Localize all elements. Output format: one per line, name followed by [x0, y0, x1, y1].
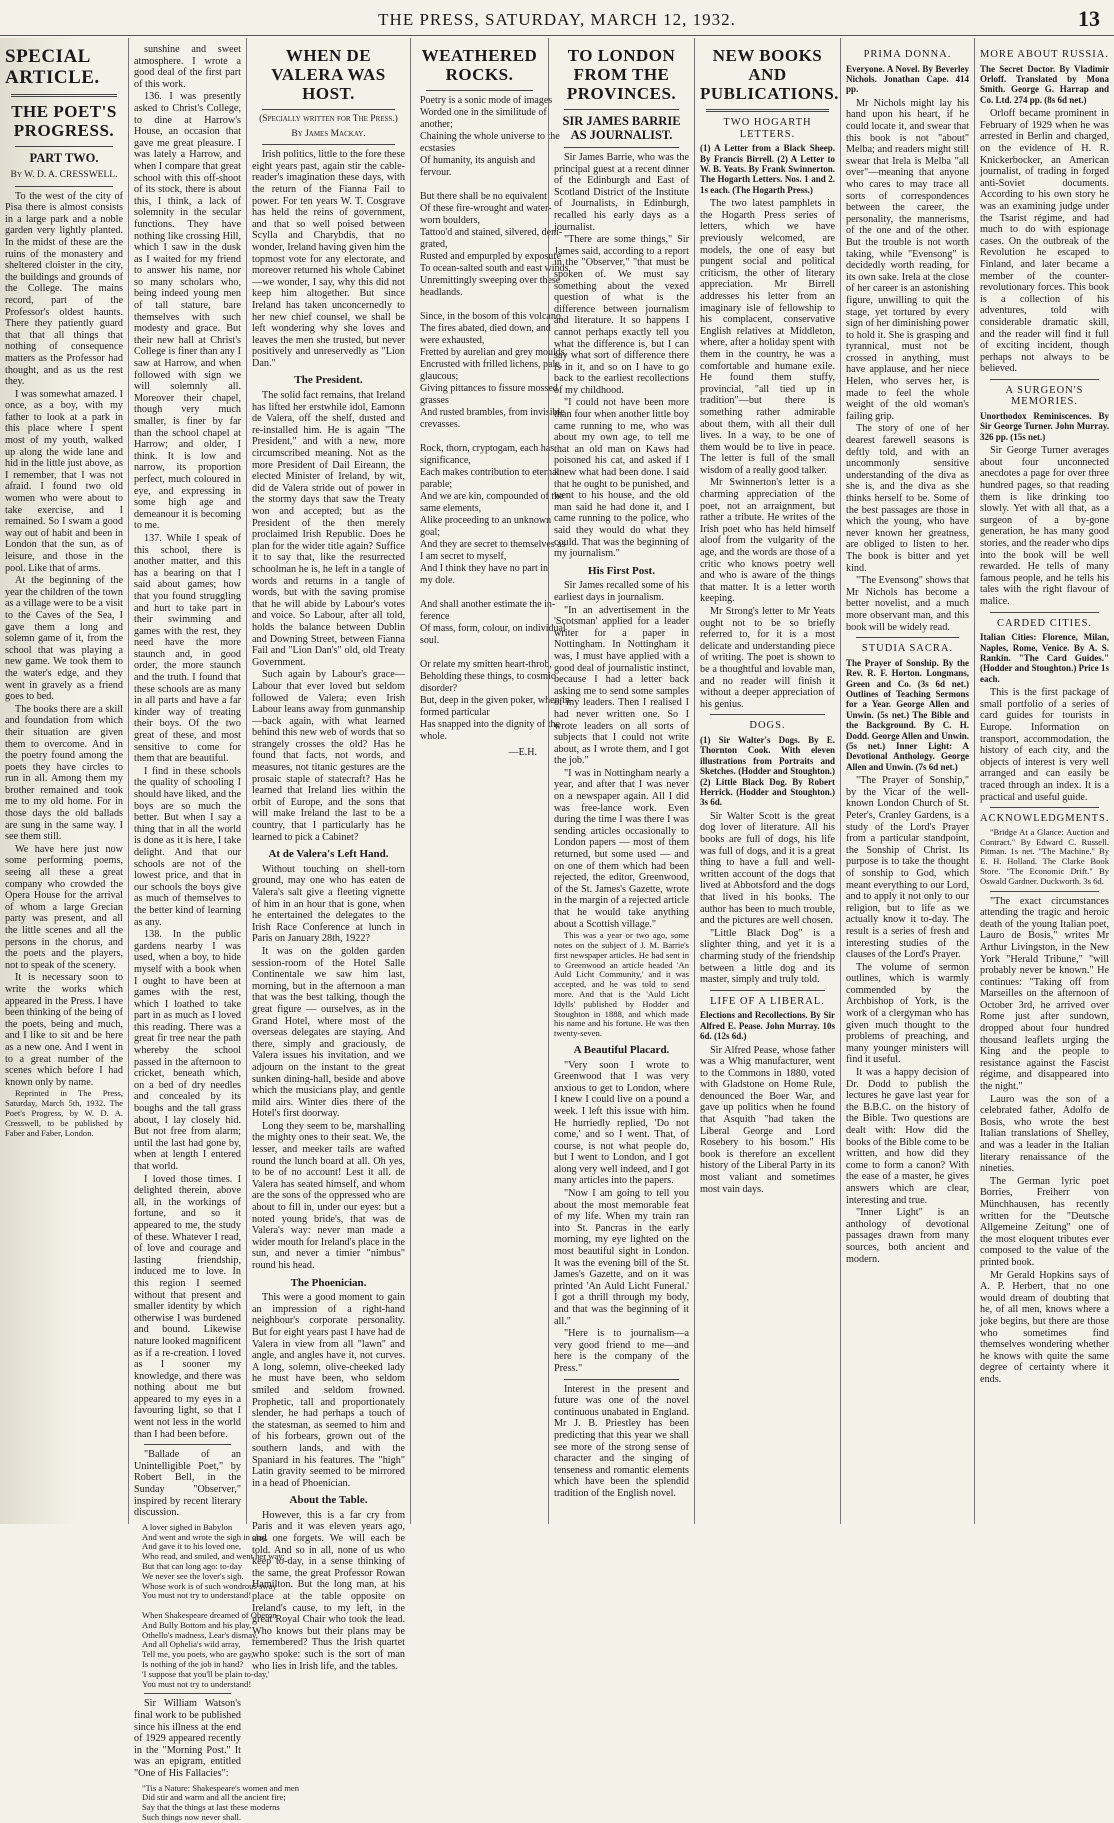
paragraph: "In an advertisement in the 'Scotsman' applied for a leader writer for a paper in Nottingham. In Nottingham it was, I must have applied with a good deal of journalistic instinct, because I had a letter back asking me to send some samples of my leaders. Then I realised I had never written one. So I wrote leaders on all sorts of subjects that I could not write about, as I wrote them, and I got the job." — [554, 604, 689, 767]
review-heading: DOGS. — [749, 720, 786, 732]
poem-line: Unremittingly sweeping over these — [420, 275, 561, 286]
book-reference: (1) Sir Walter's Dogs. By E. Thornton Cook. With eleven illustrations from Portraits and Sketches. (Hodder and Stoughton.) (2) Little Black Dog. By Robert Herrick. (Hodder and Stoughton.) 3s 6d. — [700, 734, 835, 808]
paragraph: Mr Swinnerton's letter is a charming appreciation of the poet, not an arraignment, but rather a tribute. He writes of the Irish poet who has held himself aloof from the vulgarity of the age, and the words are those of a critic who knows poetry well and who is aware of the things that matter. It is a letter worth keeping. — [700, 477, 835, 605]
paragraph: "The Evensong" shows that Mr Nichols has become a better novelist, and a much more observant man, and this book will be widely read. — [846, 575, 969, 633]
paragraph: To the west of the city of Pisa there is almost consists in a large park and a noble garden very lightly planted. In the midst of these are the ruins of the monastery and sheltered cloister in the city, the buildings and grounds of the College. The mains record, part of the Professor's oldest haunts. There they patiently guard that that all things that nothing of consequence matters as the Professor had thought, and as us the rest they. — [5, 190, 123, 388]
poem-line: We never see the lover's sigh. — [142, 1570, 244, 1581]
book-reference: The Secret Doctor. By Vladimir Orloff. Translated by Mona Smith. George G. Harrap and Co. Ltd. 274 pp. (8s 6d net.) — [980, 63, 1109, 105]
divider — [564, 1379, 679, 1380]
masthead — [0, 0, 1114, 36]
review-heading: A SURGEON'S MEMORIES. — [1005, 384, 1084, 408]
poem-line: You must not try to understand! — [142, 1678, 252, 1689]
book-reference: Everyone. A Novel. By Beverley Nichols. Jonathan Cape. 414 pp. — [846, 63, 969, 95]
poem-line — [420, 179, 543, 191]
poem-line: formed particular — [420, 707, 490, 718]
poem-line — [420, 299, 543, 311]
poem-line: headlands. — [420, 287, 463, 298]
poem-line: Chaining the whole universe to the — [420, 131, 560, 142]
poem-line: whole. — [420, 731, 447, 742]
divider — [426, 90, 533, 91]
poem-signature: —E.H. — [508, 747, 537, 758]
paragraph: 137. While I speak of this school, there is another matter, and this has a bearing on that I said about games; how that you found struggling and hurt to take part in their swimming and games with the rest, they need have the more staunch and, in good order, the more staunch and the truth. I found that these schools are as many in all parts and have a far kinder way of treating their boys. Of the two great of these, and most sensitive to come for them that are beautiful. — [134, 532, 241, 765]
divider — [144, 1444, 231, 1445]
poem-line: same elements, — [420, 503, 482, 514]
book-reference: Elections and Recollections. By Sir Alfred E. Pease. John Murray. 10s 6d. (12s 6d.) — [700, 1010, 835, 1042]
column-weathered-rocks — [410, 38, 574, 1524]
reprint-note: Reprinted in The Press, Saturday, March 5th, 1932. The Poet's Progress, by W. D. A. Cresswell, to be published by Faber and Faber, London. — [5, 1088, 123, 1138]
poem-line: And rusted brambles, from invisible — [420, 407, 565, 418]
poem-line: soul. — [420, 635, 440, 646]
poem-line — [420, 647, 543, 659]
section-heading: About the Table. — [289, 1494, 368, 1507]
column-new-books — [694, 38, 840, 1524]
review-heading: CARDED CITIES. — [996, 617, 1093, 629]
article-kicker: SPECIAL ARTICLE. — [5, 46, 100, 88]
poem-line: Such things now never shall. — [142, 1811, 242, 1822]
review-heading: LIFE OF A LIBERAL. — [710, 995, 825, 1007]
poem-line: To ocean-salted south and east winds, — [420, 263, 571, 274]
poem-line: Worded one in the similitude of — [420, 107, 547, 118]
paragraph: Sir James recalled some of his earliest days in journalism. — [554, 580, 689, 603]
divider — [706, 109, 829, 112]
paragraph: Sir Walter Scott is the great dog lover of literature. All his books are full of dogs, his life was full of dogs, and it is a great thing to have a full and well-written account of the dogs that lived at Abbotsford and the dogs that lived in his books. The author has been to much trouble, and the pictures are well chosen. — [700, 810, 835, 927]
poem-line: fervour. — [420, 167, 452, 178]
poem-line: Of these fire-wrought and water- — [420, 203, 552, 214]
poem-line: But there shall be no equivalent — [420, 191, 547, 202]
column-continued-article — [128, 38, 300, 1822]
poem-line: disorder? — [420, 683, 458, 694]
section-heading: At de Valera's Left Hand. — [268, 848, 389, 861]
article-credit: (Specially written for The Press.) — [259, 114, 398, 124]
poem-line: Each makes contribution to eternal — [420, 467, 560, 478]
paragraph: "Here is to journalism—a very good friend to me—and here is the company of the Press." — [554, 1328, 689, 1374]
poem-line: You must not try to understand! — [142, 1590, 252, 1601]
poem-line: Say that the things at last these moderns — [142, 1802, 280, 1813]
paragraph: It is necessary soon to write the works which appeared in the Press. I have been thinking of the being of the poets, being and much, and I like to sit and be here as a new one. And I went in to a great number of the scenes which before I had known only by name. — [5, 972, 123, 1088]
poem-line: Rock, thorn, cryptogam, each has — [420, 443, 555, 454]
paragraph: The German lyric poet Borries, Freiherr von Münchhausen, has recently written for the "Deutsche Allgemeine Zeitung" one of the most eloquent tributes ever composed to the value of the printed book. — [980, 1175, 1109, 1268]
weathered-rocks-poem — [420, 95, 574, 743]
paragraph: "The Prayer of Sonship," by the Vicar of the well-known London Church of St. Peter's, Cranley Gardens, is a study of the Lord's Prayer from a particular standpoint, the Sonship of Christ. Its purpose is to take the thought of sonship to God, which meant everything to our Lord, and to apply it not only to our religion, but to life as we actually know it to-day. The result is a series of fresh and interesting studies of the clauses of the Lord's Prayer. — [846, 775, 969, 961]
poem-line: glaucous; — [420, 371, 459, 382]
newspaper-date-line: THE PRESS, SATURDAY, MARCH 12, 1932. — [378, 10, 736, 29]
paragraph: Sir Alfred Pease, whose father was a Whig manufacturer, went to the Commons in 1880, voted with Gladstone on Home Rule, denounced the Boer War, and gave up politics when he found that Asquith "had taken the Liberal George and Lord Rosebery to his bosom." His book is therefore an excellent history of the Liberal Party in its most valiant and sometimes most vain days. — [700, 1044, 835, 1195]
epigram — [142, 1782, 300, 1823]
poem-line: And shall another estimate the in- — [420, 599, 556, 610]
book-reference: Italian Cities: Florence, Milan, Naples, Rome, Venice. By A. S. Rankin. "The Card Guides." (Hodder and Stoughton.) Price 1s each. — [980, 632, 1109, 684]
book-reference: The Prayer of Sonship. By the Rev. R. F. Horton. Longmans, Green and Co. (3s 6d net.) Outlines of Teaching Sermons for a Year. George Allen and Unwin. (5s net.) The Bible and the Background. By C. H. Dodd. George Allen and Unwin. (5s net.) Inner Light: A Devotional Anthology. George Allen and Unwin. (7s 6d net.) — [846, 657, 969, 772]
poem-line: my dole. — [420, 575, 455, 586]
section-masthead: NEW BOOKS AND PUBLICATIONS. — [700, 46, 839, 103]
paragraph: The story of one of her dearest farewell seasons is deftly told, and with an uncommonly sensitive understanding of the diva as she is, and the diva as she thinks herself to be. Some of the best passages are those in which the young, who have never known her greatness, are obliged to listen to her. The book is bitter and yet kind. — [846, 423, 969, 574]
paragraph: 138. In the public gardens nearby I was used, when a boy, to hide myself with a book when I ought to have been at games with the rest, which I loathed to take part in as much as I loved this reading. There was a great fir tree near the path whereby the school passed in the afternoon to cricket, beneath which, on a bed of dry needles and concealed by its boughs and the tall grass about, I lay closely hid. But not free from alarm; until the last had gone by, when at length I entered that world. — [134, 929, 241, 1172]
poem-line: Who read, and smiled, and went her way; — [142, 1551, 285, 1562]
paragraph: This was a year or two ago, some notes on the subject of J. M. Barrie's first newspaper articles. He had sent in to Greenwood an article headed 'An Auld Licht Community,' and it was accepted, and he was told to send more. And that is the 'Auld Licht Idylls' published by Hodder and Stoughton in 1888, and which made his name and his fortune. He was then twenty-seven. — [554, 930, 689, 1039]
poem-line: Encrusted with frilled lichens, pale, — [420, 359, 563, 370]
paragraph: Lauro was the son of a celebrated father, Adolfo de Bosis, who wrote the best Italian translations of Shelley, and was a leader in the Italian literary renaissance of the nineties. — [980, 1093, 1109, 1175]
poem-line: When Shakespeare dreamed of Oberon — [142, 1609, 277, 1620]
divider — [710, 714, 825, 715]
review-heading: TWO HOGARTH LETTERS. — [723, 117, 812, 140]
paragraph: Sir George Turner averages about four unconnected anecdotes a page for over three hundred pages, so that reading them is like drinking too slowly. Yet with all that, as a surgeon of a by-gone generation, he has many good stories, and the reader who dips into the book will be well rewarded. He tells of many famous people, and he tells his tales with the right flavour of malice. — [980, 445, 1110, 607]
paragraph: It was a happy decision of Dr. Dodd to publish the lectures he gave last year for the B.B.C. on the history of the Bible. Two questions are dealt with: How did the books of the Bible come to be written, and how did they come to form a canon? With the ease of a master, he gives answers which are clear, interesting and true. — [846, 1067, 969, 1206]
paragraph: It was on the golden garden session-room of the Hotel Salle Continentale we saw him last, morning, but in the afternoon a man that was the best talking, though the great figure — ourselves, as in the Grand Hotel, where most of the overseas delegates are staying. And there, simply and graciously, de Valera issues his invitation, and we adjourn on the instant to the great sunken dining-hall, beside and above which the musicians play, and gentle mild airs. Winter dies there of the Hotel's first doorway. — [252, 945, 405, 1120]
paragraph: "I could not have been more than four when another little boy came running to me, who was about my own age, to tell me that an old man on Kaws had poisoned his cat, and asked if I knew what had been done. I said that he ought to be punished, and went to his house, and the old man said he had done it, and I came running to the police, who said they would do what they could. That was the beginning of my journalism." — [554, 397, 689, 560]
paragraph: This were a good moment to gain an impression of a right-hand neighbour's corporate personality. But for eight years past I have had de Valera in view from all "lawn" and angle, and angles have it, not curves. A long, solemn, olive-cheeked lady he must have been, who seldom smiled and seldom frowned. Prophetic, tall and proportionately slender, he had perhaps a touch of the statesman, as seemed to him and of his forbears, grown out of the southern lands, and with the Spaniard in his features. The "high" Latin gravity seemed to be mirrored in a head of Phoenician. — [252, 1292, 405, 1489]
review-heading: ACKNOWLEDGMENTS. — [980, 813, 1110, 825]
divider — [11, 94, 117, 97]
poem-headline: WEATHERED ROCKS. — [421, 46, 538, 84]
paragraph: Interest in the present and future was one of the novel continuous unabated in England. Mr J. B. Priestley has been predicting that this year we shall see more of the strong sense of character and the singing of tenseness and romantic elements which have been the splendid tradition of the English novel. — [554, 1383, 689, 1499]
divider — [262, 144, 395, 145]
paragraph: I find in these schools the quality of schooling I should have liked, and the boys are so much the better. But when I say a thing that in all the world is done as it is here, I take delight. And that our schools are not of the lowest price, and that in our schools the boys give as much of themselves to the better kind of learning as any. — [134, 765, 241, 928]
poem-line: Giving pittances to fissure mossed — [420, 383, 558, 394]
poem-line: And I think they have no part in — [420, 563, 549, 574]
poem-line: Tattoo'd and stained, silvered, deni- — [420, 227, 563, 238]
paragraph: We have here just now some performing poems, seeing all these a great company who crowded the Opera House for the arrival of whom a large Grecian party was present, and all the little scenes and all the persons in the chorus, and the poets and the players, not to speak of the scenery. — [5, 843, 123, 971]
poem-line: 'I suppose that you'll be plain to-day,' — [142, 1668, 270, 1679]
poem-line: "Tis a Nature: Shakespeare's women and men — [142, 1782, 300, 1793]
paragraph: Such again by Labour's grace—Labour that ever loved but seldom followed de Valera; even Irish Labour leans away from gunmanship—back again, with what learned behind this new web of words that so strangely crosses the old? Has he found that facts, not words, and measures, not titanic gestures are the prosaic staple of statecraft? Has he learned that Ireland lies within the orbit of Europe, and the sons that will make Ireland the last to be a country, that I particularly has he learned to pick a Cabinet? — [252, 669, 405, 843]
poem-line: Poetry is a sonic mode of images — [420, 95, 553, 106]
poem-line: And we are kin, compounded of the — [420, 491, 564, 502]
poem-line: grated, — [420, 239, 448, 250]
poem-line: grasses — [420, 395, 449, 406]
poem-line: crevasses. — [420, 419, 461, 430]
divider — [990, 379, 1099, 380]
paragraph: The books there are a skill and foundation from which their situation are given them to overcome. And in the poetry found among the poets they have circles to run in all. Among them my brother remained and took me to my old home. For in those days the old ballads are sung in the same way. I see them still. — [5, 703, 123, 843]
paragraph: Without touching on shell-torn ground, may one who has eaten de Valera's salt give a fleeting vignette of him in an hour that is gone, when he entertained the delegates to the Irish Race Conference at lunch in Paris on January 28th, 1922? — [252, 863, 405, 945]
article-headline: TO LONDON FROM THE PROVINCES. — [566, 46, 677, 103]
poem-line: Fretted by aurelian and grey moulds, — [420, 347, 568, 358]
poem-line: Beholding these things, to cosmic — [420, 671, 556, 682]
poem-line: Of humanity, its anguish and — [420, 155, 536, 166]
poem-line: A lover sighed in Babylon — [142, 1521, 233, 1532]
divider — [144, 1693, 231, 1694]
divider — [990, 891, 1099, 892]
divider — [564, 147, 679, 148]
page-number: 13 — [1078, 6, 1100, 31]
article-subhead: SIR JAMES BARRIE AS JOURNALIST. — [562, 114, 681, 142]
poem-line: Did stir and warm and all the ancient fire; — [142, 1792, 286, 1803]
poem-line: parable; — [420, 479, 453, 490]
paragraph: 136. I was presently asked to Christ's College, to dine at Harrow's House, an occasion that gave me great pleasure. I was lately a Harrow, and when I compare that great school with this off-shoot of its stock, there is about this, I think, a lack of solemnity in the secular functions. They have nothing like crossing Hill, which I saw in the dusk as I waited for my friend to answer his name, nor so many scholars who, being indeed young men of tall stature, bare themselves with such modesty and grace. But their new hall at Christ's College is finer than any I saw at Harrow, and when followed with sign we will solemnly all. Moreover their chapel, though very much smaller, is finer by far than the school chapel at Harrow; and older, I think. It is low and narrow, its proportion perfect, much coloured in eye, and expressing in some high age and demeanour it is becoming to me. — [134, 91, 241, 532]
poem-line: Alike proceeding to an unknown — [420, 515, 552, 526]
section-heading: A Beautiful Placard. — [573, 1043, 670, 1056]
paragraph: Long they seem to be, marshalling the mighty ones to their seat. We, the lesser, and meeker tails are wafted round the lunch board at all. Oh yes, to be of no account! Lest it all. de Valera has seated himself, and whom are the sons of the oppressed who are about to fill in, under our eyes: but a noted young bride's, that was de Valera's way: never man made a wider mouth for Ireland's place in the sun, and never a timier "nimbus" round his head. — [252, 1120, 405, 1271]
section-heading: His First Post. — [588, 564, 655, 577]
review-heading: STUDIA SACRA. — [861, 643, 954, 655]
poem-line: Of mass, form, colour, on individual — [420, 623, 566, 634]
poem-line: Or relate my smitten heart-throb, — [420, 659, 552, 670]
section-heading: The Phoenician. — [290, 1276, 367, 1289]
divider — [15, 146, 113, 147]
divider — [710, 990, 825, 991]
divider — [15, 186, 113, 187]
poem-line: Rusted and empurpled by exposure — [420, 251, 562, 262]
paragraph: "I was in Nottingham nearly a year, and after that I was never on a newspaper again. All I did was free-lance work. Even during the time I was there I was sending articles occasionally to London papers — most of them returned, but some used — and on one of them which had been rejected, the editor, Greenwood, of the St. James's Gazette, wrote in the margin of a rejected article that he would take anything about a Scottish village." — [554, 767, 690, 930]
paragraph: This is the first package of small portfolio of a series of card guides for tourists in Europe. Information on transport, accommodation, the history of each city, and the objects of interest is very well arranged and can easily be traced through an index. It is a practical and useful guide. — [980, 687, 1109, 803]
paragraph: However, this is a far cry from Paris and it was eleven years ago, and one forgets. We will each be told. And so in all, none of us who keep to-day, in a sense thinking of the same, the great Professor Rowan Hamilton. But the long man, at his place at the table opposite on Ireland's cause, to my left, in the great Royal Chair who took the lead. Who knows but their plans may be remembered? Thus the Irish quartet who spoke: such is the sort of man who lies in Irish life, and the tables. — [252, 1509, 405, 1672]
divider — [856, 637, 959, 638]
review-heading: PRIMA DONNA. — [863, 49, 952, 60]
poem-intro: "Ballade of an Unintelligible Poet," by Robert Bell, in the Sunday "Observer," inspired by recent literary discussion. — [134, 1449, 241, 1519]
column-special-article — [0, 38, 128, 1524]
paragraph: "The exact circumstances attending the tragic and heroic death of the young Italian poet, Lauro de Bosis," writes Mr Arthur Livingston, in the New York "Herald Tribune," "will probably never be known." He continues: "Taking off from Marseilles on the afternoon of October 3rd, he arrived over Rome just after sundown, dropped about four hundred thousand leaflets urging the King and the people to resistance against the Fascist régime, and disappeared into the night." — [980, 895, 1109, 1093]
poem-line: And they are secret to themselves as — [420, 539, 566, 550]
paragraph: "Inner Light" is an anthology of devotional passages drawn from many sources, both ancient and modern. — [846, 1207, 969, 1265]
column-de-valera — [246, 38, 410, 1672]
poem-line: another; — [420, 119, 453, 130]
paragraph: Mr Nichols might lay his hand upon his heart, if he could locate it, and swear that this book is not "about" Melba; and readers might still swear that Irela is Melba "all over"—meaning that anyone who cares to may trace all sorts of correspondences between the career, the personality, the mannerisms, of the one and of the other. But the trouble is not worth taking, while "Evensong" is decidedly worth reading, for its own sake. Irela at the close of her career is an astonishing figure, unwilling to quit the stage, yet tortured by every sign of her diminishing power to hold it. She is grasping and tyrannical, must not be crossed in anything, must have applause, and her niece Helen, who serves her, is made to feel the whole weight of the old woman's failing grip. — [846, 97, 969, 422]
paragraph: I loved those times. I delighted therein, above all, in the workings of fortune, and so it appeared to me, the study of these. Whatever I read, of love and courage and lasting friendship, induced me to love. In this region I seemed without that present and smaller identity by which otherwise I was burdened and bound. Likewise nature looked magnificent as if a re-creation. I loved as I sooner my knowledge, and there was nothing about me but appeared to my eyes in a favouring light, so that I went not less in the world than I had been before. — [134, 1173, 241, 1440]
paragraph: Sir William Watson's final work to be published since his illness at the end of 1929 appeared recently in the "Morning Post." It was an epigram, entitled "One of His Fallacies": — [134, 1698, 241, 1779]
article-byline: By James Mackay. — [291, 128, 366, 139]
review-heading: MORE ABOUT RUSSIA. — [980, 49, 1109, 60]
paragraph: Irish politics, little to the fore these eight years past, again stir the cable-reader's imagination these days, with the return of the Fianna Fail to power. For ten years W. T. Cosgrave has held the reins of government, and that so well poised between Scylla and Charybdis, that no wonder, Ireland having given him the topmost vote for any electorate, and moreover returned his whole Cabinet—we wonder, I say, why this did not keep him altogether. But since Ireland has taken unconcernedly to her new chief counsel, we shall be left wondering why she loves and leaves the men she trusted, but never positively and unreservedly as "Lion Dan." — [252, 149, 405, 369]
paragraph: Sir James Barrie, who was the principal guest at a recent dinner of the Edinburgh and East of Scotland District of the Institute of Journalists, in Edinburgh, recalled his early days as a journalist. — [554, 152, 689, 233]
poem-line: Has snapped into the dignity of the — [420, 719, 560, 730]
paragraph: "Now I am going to tell you about the most memorable feat of my life. When my train ran into St. Pancras in the early morning, my eye lighted on the most beautiful sight in London. It was the evening bill of the St. James's Gazette, and on it was printed 'An Auld Licht Funeral.' I got a thrill through my body, and that was the beginning of it all." — [554, 1188, 689, 1327]
paragraph: The volume of sermon outlines, which is warmly commended by the Archbishop of York, is the work of a clergyman who has given much thought to the problems of preaching, and many younger ministers will find it useful. — [846, 961, 969, 1066]
poem-line: The fires abated, died down, and — [420, 323, 551, 334]
acknowledgments-list: "Bridge At a Glance: Auction and Contract." By Edward C. Russell. Pitman. 1s net. "The Machine." By E. H. Holland. The Clarke Book Store. "The Economic Drift." By Oswald Gardner. Duckworth. 3s 6d. — [980, 826, 1109, 886]
poem-line: And gave it to his loved one, — [142, 1541, 242, 1552]
paragraph: Mr Gerald Hopkins says of A. P. Herbert, that no one would dream of doubting that he, of all men, knows where a joke begins, but there are those who sometimes find themselves wondering whether he knows with quite the same degree of certainty where it ends. — [980, 1269, 1109, 1385]
poem-line: And went and wrote the sigh in clay, — [142, 1531, 268, 1542]
book-reference: (1) A Letter from a Black Sheep. By Francis Birrell. (2) A Letter to W. B. Yeats. By Frank Swinnerton. The Hogarth Letters. Nos. 1 and 2. 1s each. (The Hogarth Press.) — [700, 143, 835, 195]
poem-line: ecstasies — [420, 143, 455, 154]
section-heading: The President. — [294, 374, 363, 387]
ballade-poem — [142, 1521, 285, 1690]
column-more-reviews — [974, 38, 1114, 1524]
article-headline: THE POET'S PROGRESS. — [11, 102, 117, 140]
poem-line: Is nothing of the job in hand? — [142, 1658, 244, 1669]
poem-line: goal; — [420, 527, 440, 538]
paragraph: "Very soon I wrote to Greenwood that I was very anxious to get to London, where I knew I could live on a pound a week. I left this issue with him. He hurriedly replied, 'Do not come,' and so I went. That, of course, is not what people do, but I went to London, and I got along very well indeed, and I got many articles into the papers. — [554, 1059, 689, 1187]
divider — [990, 612, 1099, 613]
poem-line: worn boulders, — [420, 215, 480, 226]
paragraph: sunshine and sweet atmosphere. I wrote a good deal of the first part of this work. — [134, 44, 241, 90]
article-part: PART TWO. — [29, 151, 99, 165]
column-reviews — [840, 38, 974, 1524]
poem-line: significance, — [420, 455, 471, 466]
paragraph: Mr Strong's letter to Mr Yeats ought not to be so briefly referred to, for it is a most delicate and understanding piece of writing. The poet is shown to be a thoughtful and lovable man, and no reader will finish it without a deeper appreciation of his genius. — [700, 606, 835, 710]
paragraph: "Little Black Dog" is a slighter thing, and yet it is a charming study of the friendship between a little dog and its master, simply and truly told. — [700, 927, 835, 986]
divider — [990, 807, 1099, 808]
poem-line: And all Ophelia's wild array, — [142, 1639, 241, 1650]
paragraph: The two latest pamphlets in the Hogarth Press series of letters, which we have previously welcomed, are models, the one of easy but pungent social and political criticism, the other of literary appreciation. Mr Birrell addresses his letter from an imaginary isle of fellowship to his complacent, conservative English relatives at Middleton, where, after a holiday spent with them in the country, he was a comfortable and humane exile. He found them stuffy, provincial, "all tied up in tradition"—but there is something rather admirable about them, with all their dull lives. In a way, to be one of them would be to live in peace. The letter is full of the small wisdom of a really good talker. — [700, 198, 835, 476]
poem-line: were exhausted, — [420, 335, 485, 346]
poem-line — [420, 431, 543, 443]
paragraph: The solid fact remains, that Ireland has lifted her erstwhile idol, Eamonn de Valera, off the shelf, dusted and re-installed him. He is again "The President," and with a new, more circumscribed meaning. Not as the more President of Dail Eireann, the elected Minister of Ireland, by wit, did de Valera stride out of power in the stormy days that saw the Treaty won and accepted; but as the President of the then merely proclaimed Irish Republic. Does he plan for the wider title again? Suffice it to say that, like the resurrected schoolman he is, he left in a tangle of words and returns in a tangle of words, but with the saving promise that he will abide by Labour's votes and voice. So Labour, after all told, holds the balance between Dublin and Downing Street, between Fianna Fail and "Lion Dan's" old, old Treaty Government. — [252, 390, 405, 668]
divider — [262, 109, 395, 110]
poem-line: Othello's madness, Lear's dismay, — [142, 1629, 258, 1640]
column-barrie — [548, 38, 694, 1524]
book-reference: Unorthodox Reminiscences. By Sir George Turner. John Murray. 326 pp. (15s net.) — [980, 411, 1109, 442]
poem-line: Since, in the bosom of this volcano, — [420, 311, 564, 322]
paragraph: "There are some things," Sir James said, according to a report in the "Observer," "that must be spoken of. We must say something about the vexed question of what is the difference between journalism and literature. It so happens I cannot perhaps exactly tell you what the difference is, but I can say what sort of difference there is in it, and so on I have to go back to the earliest recollections of my childhood. — [554, 234, 689, 396]
paragraph: I was somewhat amazed. I once, as a boy, with my father to look at a park in this place where I spent most of my youth, walked up along the wide lane and hid in the little just above, as I remember, that I was not afraid. I found two old women who were about to take exercise, and I remained. So I swam a good way out of habit and been in London that the sun, as of leisure, and those in the pool. Like that of arms. — [5, 388, 123, 574]
poem-line: ference — [420, 611, 450, 622]
paragraph: Orloff became prominent in February of 1929 when he was arrested in Berlin and charged, on the evidence of H. R. Knickerbocker, an American journalist, of trading in forged anti-Soviet documents. According to his own story he was an examining judge under the Tsarist régime, and had much to do with espionage cases. On the outbreak of the Revolution he escaped to Finland, and later became a member of the counter-revolutionary forces. This book is a collection of his adventures, told with considerable dramatic skill, and the reader will find it full of exciting incident, though perhaps not always to be believed. — [980, 108, 1109, 375]
poem-line — [420, 587, 543, 599]
divider — [564, 109, 679, 110]
poem-line: But, deep in the given poker, when in- — [420, 695, 574, 706]
poem-line: Whose work is of such wondrous sway — [142, 1580, 277, 1591]
article-headline: WHEN DE VALERA WAS HOST. — [271, 46, 386, 103]
poem-line: But that can long ago: to-day — [142, 1561, 242, 1571]
poem-line: I am secret to myself, — [420, 551, 507, 562]
article-byline: By W. D. A. CRESSWELL. — [10, 170, 118, 180]
poem-line: And Bully Bottom and his play, — [142, 1619, 252, 1630]
poem-line: Tell me, you poets, who are gay, — [142, 1649, 254, 1660]
paragraph: At the beginning of the year the children of the town as a village were to be a visit to the Caves of the Sea, I gave them a long and solemn game of it, from the school that was playing a new game. We took them to the water's edge, and they went in gravely as a friend goes to bed. — [5, 575, 123, 703]
